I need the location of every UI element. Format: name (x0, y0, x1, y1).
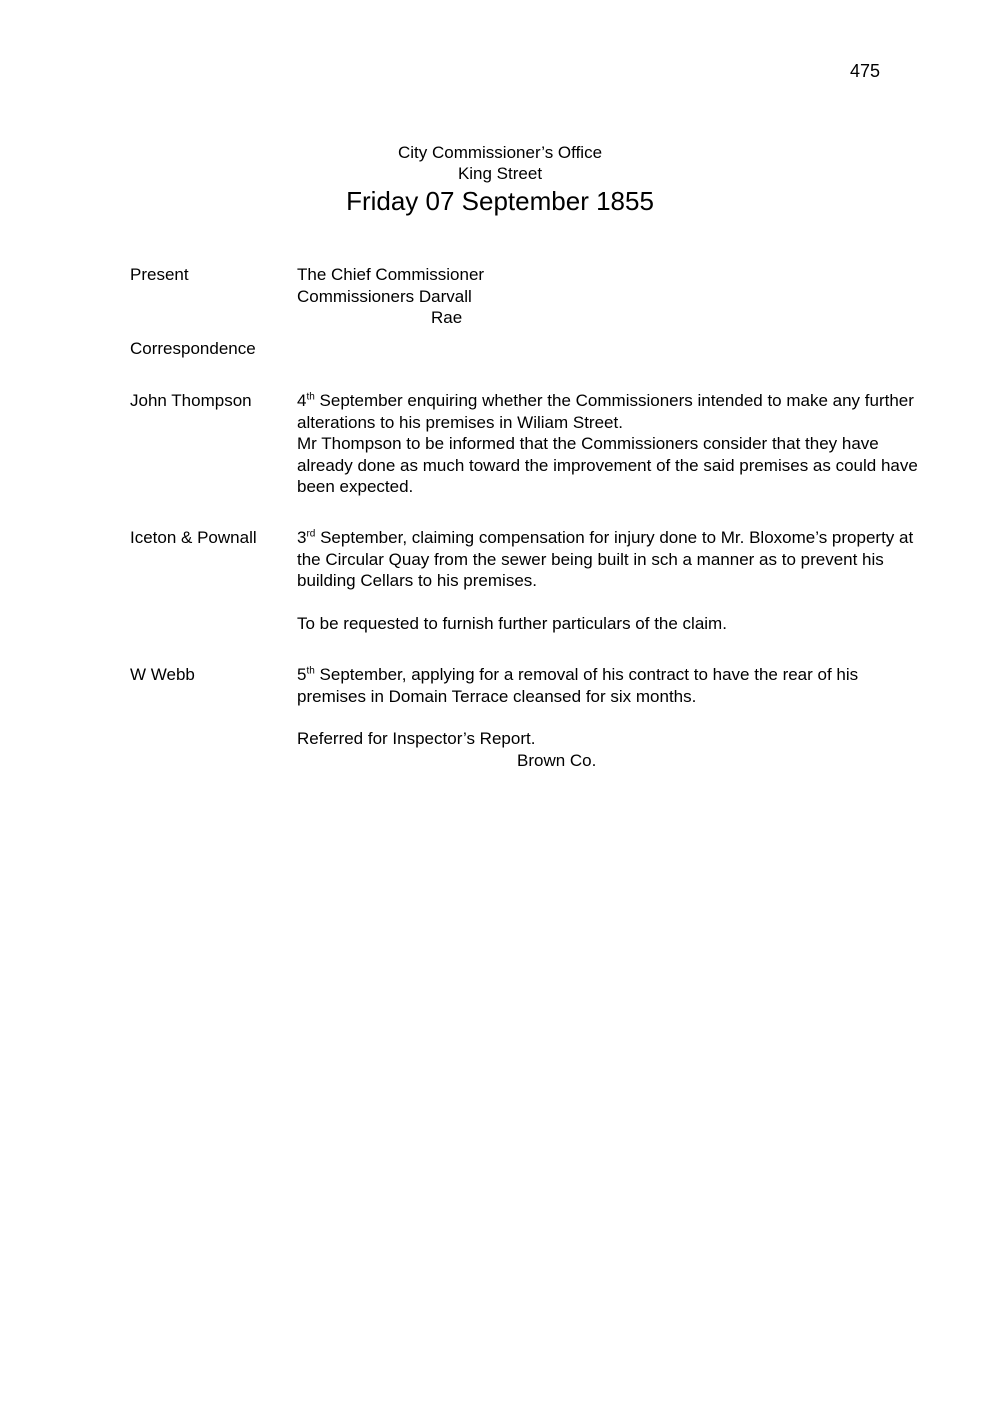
entry-name: John Thompson (130, 391, 252, 410)
entry-letter: 4th September enquiring whether the Commissioners intended to make any further alterations to his premises in Wiliam Street. (297, 391, 914, 432)
entry-letter: 3rd September, claiming compensation for injury done to Mr. Bloxome’s property at the Circular Quay from the sewer being built in sch a manner as to prevent his building Cellars to his premises. (297, 528, 914, 590)
entry-body (297, 664, 927, 771)
entry-resolution: Mr Thompson to be informed that the Commissioners consider that they have already done as much toward the improvement of the said premises as could have been expected. (297, 434, 918, 496)
present-commissioners: Commissioners Darvall (297, 286, 472, 306)
minutes-heading (0, 142, 1000, 217)
entry-referral: Brown Co. (517, 750, 597, 770)
entry-name: W Webb (130, 665, 195, 684)
entry-resolution: Referred for Inspector’s Report. (297, 729, 536, 748)
entry-body (297, 390, 927, 498)
present-chief-commissioner: The Chief Commissioner (297, 265, 485, 284)
entry-letter: 5th September, applying for a removal of his contract to have the rear of his premises in Domain Terrace cleansed for six months. (297, 665, 859, 706)
page-number: 475 (849, 61, 880, 81)
correspondence-label: Correspondence (130, 339, 256, 358)
present-list (297, 264, 927, 329)
entry-name: Iceton & Pownall (130, 528, 257, 547)
entry-resolution: To be requested to furnish further particulars of the claim. (297, 613, 727, 633)
office-name: City Commissioner’s Office (397, 143, 603, 162)
present-rae: Rae (431, 308, 463, 327)
present-label: Present (130, 265, 189, 284)
meeting-date: Friday 07 September 1855 (346, 186, 654, 216)
entry-body (297, 527, 927, 634)
office-street: King Street (457, 164, 543, 183)
